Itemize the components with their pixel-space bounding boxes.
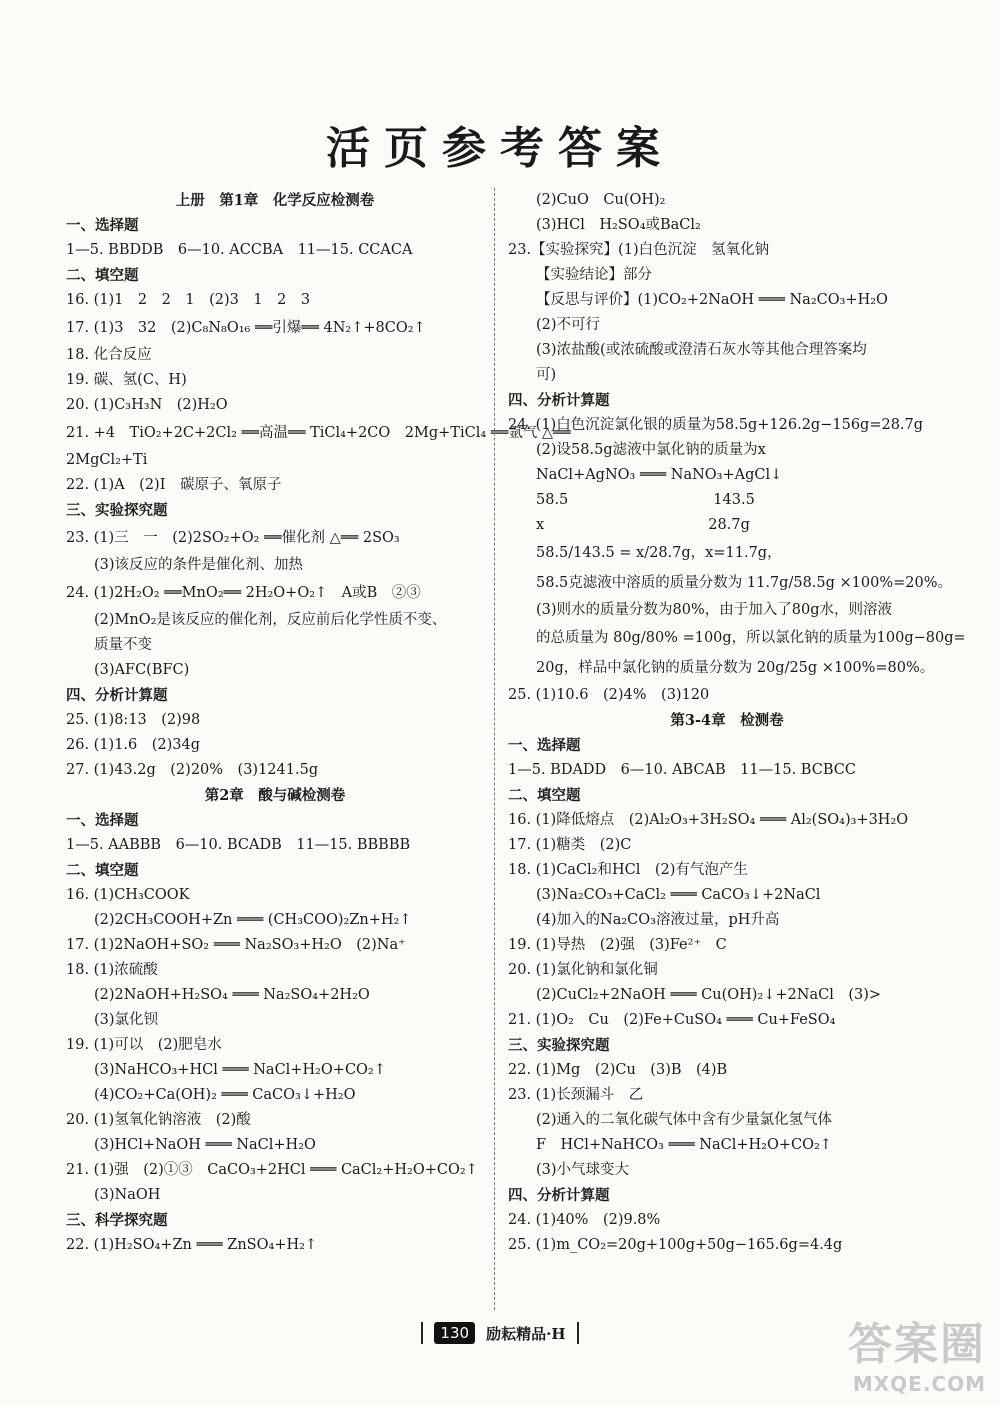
answer-line: 16. (1)1 2 2 1 (2)3 1 2 3 [66,292,311,308]
answer-line: (4)加入的Na₂CO₃溶液过量，pH升高 [536,912,780,928]
column-divider [494,188,495,1310]
answer-line: 20. (1)氢氧化钠溶液 (2)酸 [66,1112,251,1128]
answer-line: 16. (1)CH₃COOK [66,887,190,903]
page-title: 活页参考答案 [326,123,674,174]
answer-line: 17. (1)糖类 (2)C [508,837,632,853]
answer-line: 19. 碳、氢(C、H) [66,372,187,388]
answer-line: (2)通入的二氧化碳气体中含有少量氯化氢气体 [536,1112,833,1128]
answer-line: 可) [536,367,557,383]
answer-line: 25. (1)m_CO₂=20g+100g+50g−165.6g=4.4g [508,1237,843,1253]
answer-line: 22. (1)Mg (2)Cu (3)B (4)B [508,1062,728,1078]
section-title: 第2章 酸与碱检测卷 [204,787,346,804]
answer-line: 的总质量为 80g/80% =100g，所以氯化钠的质量为100g−80g= [536,630,966,646]
answer-line: 1—5. BBDDB 6—10. ACCBA 11—15. CCACA [66,242,413,258]
answer-line: (2)CuO Cu(OH)₂ [536,192,666,208]
answer-line: F HCl+NaHCO₃ ═══ NaCl+H₂O+CO₂↑ [536,1137,832,1153]
answer-line: (3)氯化钡 [94,1012,159,1028]
answer-line: 22. (1)A (2)Ⅰ 碳原子、氧原子 [66,477,282,493]
answer-line: (3)NaHCO₃+HCl ═══ NaCl+H₂O+CO₂↑ [94,1062,386,1078]
answer-line: 23.【实验探究】(1)白色沉淀 氢氧化钠 [508,242,770,258]
watermark-logo-text: 答案圈 [848,1319,986,1370]
answer-line: (2)2CH₃COOH+Zn ═══ (CH₃COO)₂Zn+H₂↑ [94,912,412,928]
answer-line: (2)设58.5g滤液中氯化钠的质量为x [536,442,766,458]
answer-line: 25. (1)10.6 (2)4% (3)120 [508,687,710,703]
answer-line: (3)HCl H₂SO₄或BaCl₂ [536,217,701,233]
section-heading: 二、填空题 [66,862,139,879]
answer-line: (2)CuCl₂+2NaOH ═══ Cu(OH)₂↓+2NaCl (3)> [536,987,882,1003]
section-heading: 二、填空题 [66,267,139,284]
answer-line: (4)CO₂+Ca(OH)₂ ═══ CaCO₃↓+H₂O [94,1087,356,1103]
answer-line: (2)2NaOH+H₂SO₄ ═══ Na₂SO₄+2H₂O [94,987,370,1003]
answer-line: 24. (1)40% (2)9.8% [508,1212,661,1228]
answer-line: 18. 化合反应 [66,347,152,363]
answer-line: 【实验结论】部分 [536,267,652,283]
answer-line: (3)小气球变大 [536,1162,630,1178]
answer-line: 17. (1)3 32 (2)C₈N₈O₁₆ ══引爆══ 4N₂↑+8CO₂↑ [66,320,426,336]
answer-line: 22. (1)H₂SO₄+Zn ═══ ZnSO₄+H₂↑ [66,1237,318,1253]
answer-line: 质量不变 [94,637,152,653]
answer-line: 25. (1)8:13 (2)98 [66,712,201,728]
section-heading: 四、分析计算题 [66,687,168,704]
answer-line: 26. (1)1.6 (2)34g [66,737,201,753]
answer-line: (3)则水的质量分数为80%，由于加入了80g水，则溶液 [536,602,892,618]
section-heading: 一、选择题 [66,217,139,234]
answer-line: 21. (1)O₂ Cu (2)Fe+CuSO₄ ═══ Cu+FeSO₄ [508,1012,836,1028]
section-heading: 一、选择题 [66,812,139,829]
answer-line: NaCl+AgNO₃ ═══ NaNO₃+AgCl↓ [536,467,783,483]
answer-line: x 28.7g [536,517,750,533]
answer-line: 58.5 143.5 [536,492,755,508]
answer-line: 21. (1)强 (2)①③ CaCO₃+2HCl ═══ CaCl₂+H₂O+CO₂↑ [66,1162,478,1178]
footer-bar-left [421,1322,423,1344]
answer-line: 58.5克滤液中溶质的质量分数为 11.7g/58.5g ×100%=20%。 [536,575,953,591]
answer-line: 【反思与评价】(1)CO₂+2NaOH ═══ Na₂CO₃+H₂O [536,292,888,308]
answer-line: 2MgCl₂+Ti [66,452,148,468]
section-heading: 三、科学探究题 [66,1212,168,1229]
answer-line: (2)不可行 [536,317,601,333]
answer-line: 24. (1)2H₂O₂ ══MnO₂══ 2H₂O+O₂↑ A或B ②③ [66,585,421,601]
right-column [508,188,966,1258]
answer-line: 18. (1)浓硫酸 [66,962,158,978]
answer-line: 17. (1)2NaOH+SO₂ ═══ Na₂SO₃+H₂O (2)Na⁺ [66,937,406,953]
watermark [848,1308,986,1396]
page-number: 130 [434,1322,475,1344]
answer-line: 19. (1)可以 (2)肥皂水 [66,1037,222,1053]
answer-line: 23. (1)长颈漏斗 乙 [508,1087,644,1103]
answer-line: 16. (1)降低熔点 (2)Al₂O₃+3H₂SO₄ ═══ Al₂(SO₄)₃+3H₂O [508,812,909,828]
answer-line: 20g，样品中氯化钠的质量分数为 20g/25g ×100%=80%。 [536,660,935,676]
answer-line: (2)MnO₂是该反应的催化剂，反应前后化学性质不变、 [94,612,447,628]
answer-line: 18. (1)CaCl₂和HCl (2)有气泡产生 [508,862,748,878]
answer-line: (3)浓盐酸(或浓硫酸或澄清石灰水等其他合理答案均 [536,342,867,358]
footer-bar-right [577,1322,579,1344]
answer-line: 20. (1)C₃H₃N (2)H₂O [66,397,228,413]
section-heading: 二、填空题 [508,787,581,804]
answer-line: (3)Na₂CO₃+CaCl₂ ═══ CaCO₃↓+2NaCl [536,887,821,903]
section-heading: 四、分析计算题 [508,392,610,409]
answer-line: 23. (1)三 一 (2)2SO₂+O₂ ══催化剂 △══ 2SO₃ [66,530,400,546]
watermark-url: MXQE.COM [852,1372,986,1396]
section-title: 上册 第1章 化学反应检测卷 [175,192,375,209]
section-title: 第3-4章 检测卷 [670,712,784,729]
answer-line: 58.5/143.5 = x/28.7g，x=11.7g， [536,545,782,561]
answer-line: (3)AFC(BFC) [94,662,190,678]
answer-line: (3)HCl+NaOH ═══ NaCl+H₂O [94,1137,316,1153]
answer-line: 1—5. AABBB 6—10. BCADB 11—15. BBBBB [66,837,411,853]
answer-line: (3)该反应的条件是催化剂、加热 [94,557,304,573]
series-brand: 励耘精品·H [486,1324,566,1343]
section-heading: 一、选择题 [508,737,581,754]
answer-line: 27. (1)43.2g (2)20% (3)1241.5g [66,762,319,778]
section-heading: 三、实验探究题 [508,1037,610,1054]
answer-line: 21. +4 TiO₂+2C+2Cl₂ ══高温══ TiCl₄+2CO 2Mg+TiCl₄ ══氩气 △══ [66,425,571,441]
answer-line: 24. (1)白色沉淀氯化银的质量为58.5g+126.2g−156g=28.7g [508,417,924,433]
section-heading: 四、分析计算题 [508,1187,610,1204]
answer-line: (3)NaOH [94,1187,161,1203]
section-heading: 三、实验探究题 [66,502,168,519]
answer-line: 19. (1)导热 (2)强 (3)Fe²⁺ C [508,937,727,953]
answer-line: 1—5. BDADD 6—10. ABCAB 11—15. BCBCC [508,762,856,778]
answer-line: 20. (1)氯化钠和氯化铜 [508,962,658,978]
